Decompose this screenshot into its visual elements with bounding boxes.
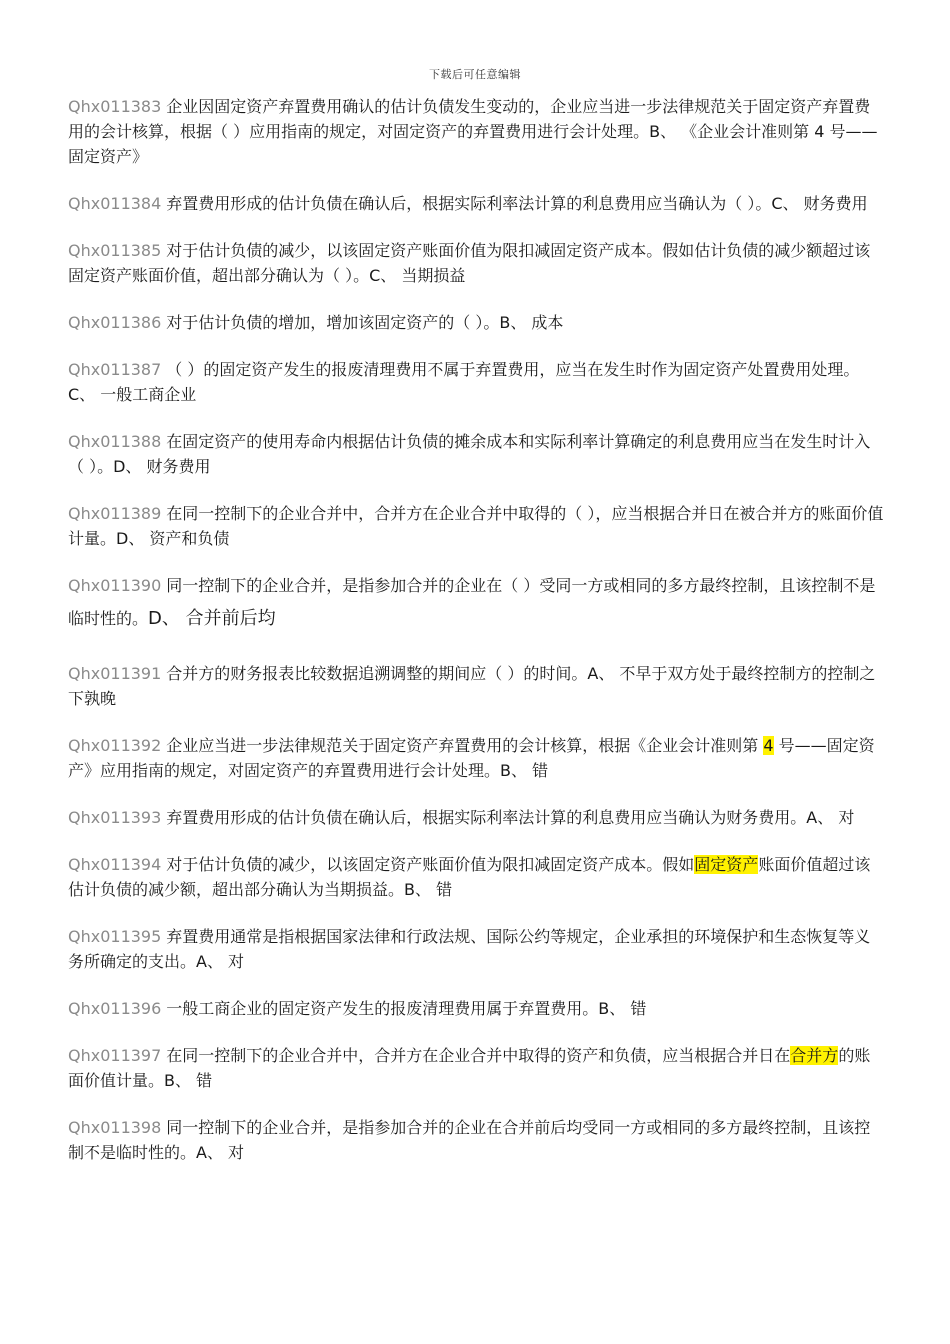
question-text: （ ）的固定资产发生的报废清理费用不属于弃置费用，应当在发生时作为固定资产处置费用处理。C、 一般工商企业 bbox=[68, 360, 860, 404]
question-text: 企业因固定资产弃置费用确认的估计负债发生变动的，企业应当进一步法律规范关于固定资产弃置费用的会计核算，根据（ ）应用指南的规定，对固定资产的弃置费用进行会计处理。B、 《企业会计准则第 4 号——固定资产》 bbox=[68, 97, 878, 166]
question-item bbox=[68, 191, 886, 216]
question-id: Qhx011394 bbox=[68, 855, 162, 874]
question-item bbox=[68, 94, 886, 169]
question-text-part-b: 的账面价值计量。B、 错 bbox=[68, 1046, 871, 1090]
question-id: Qhx011397 bbox=[68, 1046, 162, 1065]
question-text: 对于估计负债的增加，增加该固定资产的（ ）。B、 成本 bbox=[166, 313, 564, 332]
question-item bbox=[68, 1115, 886, 1165]
question-text: 弃置费用形成的估计负债在确认后，根据实际利率法计算的利息费用应当确认为（ ）。C、 财务费用 bbox=[166, 194, 868, 213]
question-item bbox=[68, 924, 886, 974]
question-text: 同一控制下的企业合并，是指参加合并的企业在合并前后均受同一方或相同的多方最终控制，且该控制不是临时性的。A、 对 bbox=[68, 1118, 871, 1162]
question-text: 同一控制下的企业合并，是指参加合并的企业在（ ）受同一方或相同的多方最终控制，且该控制不是临时性的。 bbox=[68, 576, 876, 628]
highlighted-text: 固定资产 bbox=[694, 855, 759, 874]
question-item bbox=[68, 310, 886, 335]
question-id: Qhx011396 bbox=[68, 999, 162, 1018]
question-text: 一般工商企业的固定资产发生的报废清理费用属于弃置费用。B、 错 bbox=[166, 999, 647, 1018]
question-item bbox=[68, 357, 886, 407]
question-list bbox=[68, 94, 886, 1187]
question-item bbox=[68, 238, 886, 288]
question-item bbox=[68, 805, 886, 830]
question-id: Qhx011386 bbox=[68, 313, 162, 332]
question-id: Qhx011395 bbox=[68, 927, 162, 946]
question-id: Qhx011390 bbox=[68, 576, 162, 595]
question-item bbox=[68, 852, 886, 902]
question-id: Qhx011388 bbox=[68, 432, 162, 451]
highlighted-text: 4 bbox=[763, 736, 774, 755]
question-text-part-b: 账面价值超过该估计负债的减少额，超出部分确认为当期损益。B、 错 bbox=[68, 855, 871, 899]
highlighted-text: 合并方 bbox=[790, 1046, 839, 1065]
question-text: 合并方的财务报表比较数据追溯调整的期间应（ ）的时间。A、 不早于双方处于最终控制方的控制之下孰晚 bbox=[68, 664, 876, 708]
question-item bbox=[68, 1043, 886, 1093]
question-text: 在固定资产的使用寿命内根据估计负债的摊余成本和实际利率计算确定的利息费用应当在发生时计入（ ）。D、 财务费用 bbox=[68, 432, 871, 476]
question-text-part-b: 号——固定资产》应用指南的规定，对固定资产的弃置费用进行会计处理。B、 错 bbox=[68, 736, 875, 780]
question-item bbox=[68, 573, 886, 631]
question-text-part-a: 对于估计负债的减少，以该固定资产账面价值为限扣减固定资产成本。假如 bbox=[166, 855, 695, 874]
question-text-part-a: 在同一控制下的企业合并中，合并方在企业合并中取得的资产和负债，应当根据合并日在 bbox=[166, 1046, 791, 1065]
question-text: 在同一控制下的企业合并中，合并方在企业合并中取得的（ ），应当根据合并日在被合并方的账面价值计量。D、 资产和负债 bbox=[68, 504, 884, 548]
answer-text-large: D、 合并前后均 bbox=[148, 608, 276, 629]
question-item bbox=[68, 661, 886, 711]
question-item bbox=[68, 501, 886, 551]
question-text-part-a: 企业应当进一步法律规范关于固定资产弃置费用的会计核算，根据《企业会计准则第 bbox=[166, 736, 764, 755]
question-id: Qhx011391 bbox=[68, 664, 162, 683]
question-text: 弃置费用形成的估计负债在确认后，根据实际利率法计算的利息费用应当确认为财务费用。A、 对 bbox=[166, 808, 855, 827]
question-id: Qhx011392 bbox=[68, 736, 162, 755]
question-id: Qhx011387 bbox=[68, 360, 162, 379]
question-text: 对于估计负债的减少，以该固定资产账面价值为限扣减固定资产成本。假如估计负债的减少额超过该固定资产账面价值，超出部分确认为（ ）。C、 当期损益 bbox=[68, 241, 871, 285]
question-id: Qhx011384 bbox=[68, 194, 162, 213]
question-id: Qhx011383 bbox=[68, 97, 162, 116]
page-header: 下载后可任意编辑 bbox=[429, 68, 521, 81]
question-id: Qhx011398 bbox=[68, 1118, 162, 1137]
question-item bbox=[68, 733, 886, 783]
question-id: Qhx011389 bbox=[68, 504, 162, 523]
question-item bbox=[68, 429, 886, 479]
question-text: 弃置费用通常是指根据国家法律和行政法规、国际公约等规定，企业承担的环境保护和生态恢复等义务所确定的支出。A、 对 bbox=[68, 927, 871, 971]
question-id: Qhx011393 bbox=[68, 808, 162, 827]
question-item bbox=[68, 996, 886, 1021]
question-id: Qhx011385 bbox=[68, 241, 162, 260]
